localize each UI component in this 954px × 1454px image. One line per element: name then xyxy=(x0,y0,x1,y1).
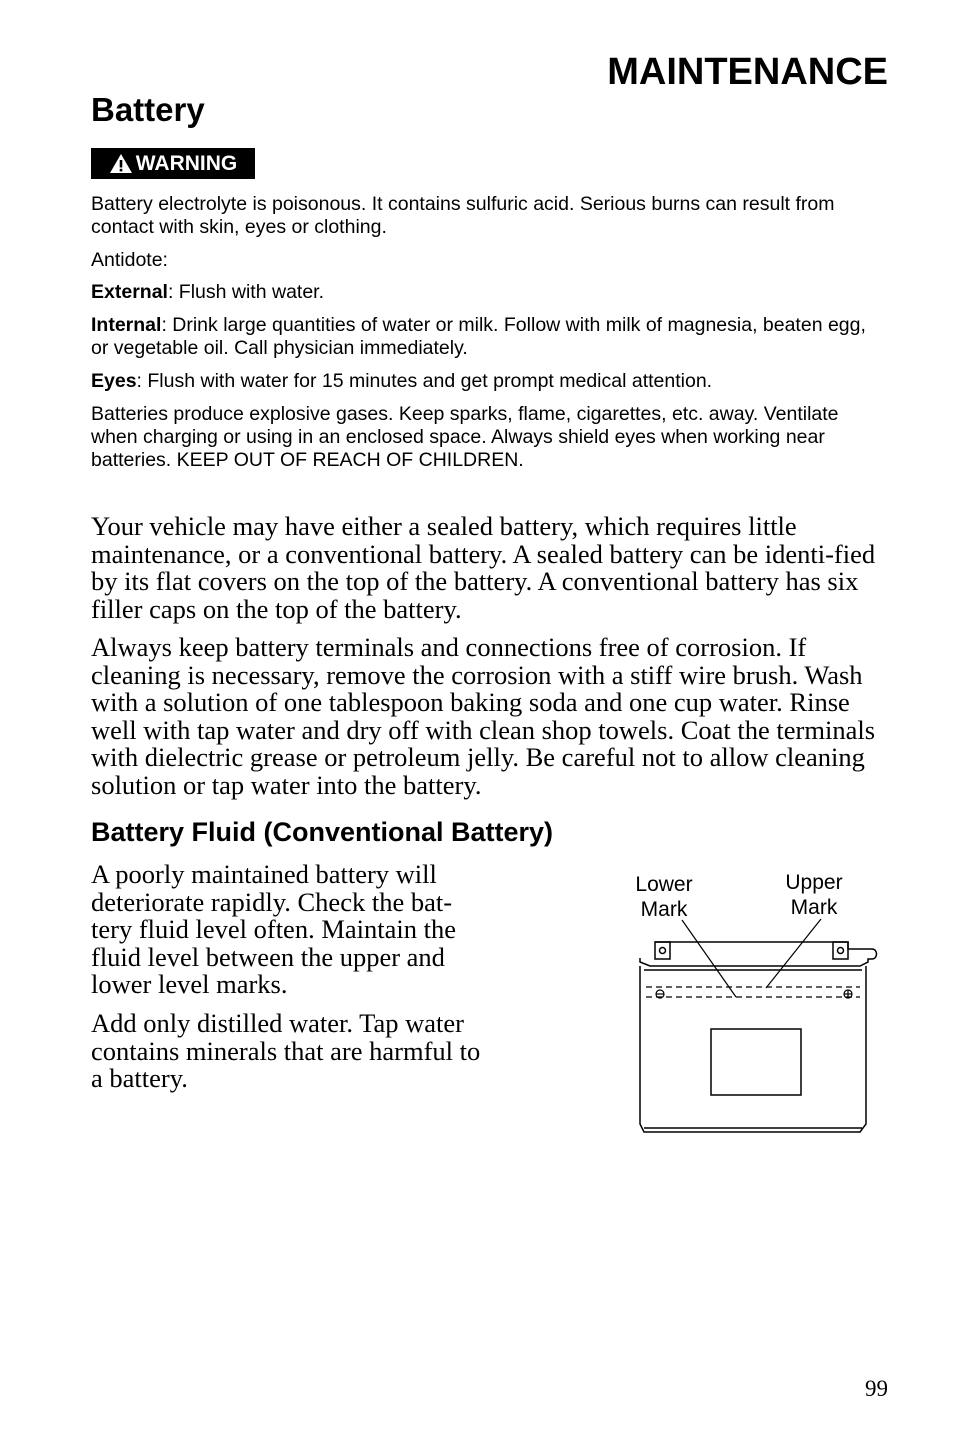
external-text: : Flush with water. xyxy=(167,281,325,303)
terminal-cleaning-paragraph: Always keep battery terminals and connections free of corrosion. If cleaning is necessary, remove the corrosion with a stiff wire brush. Wash with a solution of one tablespoon baking soda and one cup water. Rinse well with tap water and dry off with clean shop towels. Coat the terminals with dielectric grease or petroleum jelly. Be careful not to allow cleaning solution or tap water into the battery. xyxy=(91,632,876,800)
lower-mark-label-line2: Mark xyxy=(640,898,688,921)
eyes-term: Eyes xyxy=(91,370,137,392)
antidote-internal xyxy=(91,314,881,360)
fluid-level-marks xyxy=(646,987,860,997)
internal-term: Internal xyxy=(91,314,162,336)
antidote-label: Antidote: xyxy=(91,249,168,271)
lower-mark-leader xyxy=(682,920,736,997)
internal-text: : Drink large quantities of water or milk. Follow with milk of magnesia, beaten egg, or vegetable oil. Call physician immediately. xyxy=(91,314,866,359)
page-title: Battery xyxy=(91,91,205,128)
section-title: MAINTENANCE xyxy=(607,51,888,93)
terminal-symbols xyxy=(656,990,852,998)
warning-label: WARNING xyxy=(135,151,238,175)
external-term: External xyxy=(91,281,168,303)
antidote-eyes xyxy=(91,370,881,393)
antidote-external xyxy=(91,281,881,304)
explosive-gases-warning: Batteries produce explosive gases. Keep sparks, flame, cigarettes, etc. away. Ventilate when charging or using in an enclosed space. Always shield eyes when working near batteries. KEEP OUT OF REACH OF CHILDREN. xyxy=(91,403,839,471)
warning-triangle-icon xyxy=(109,153,133,174)
upper-mark-label-line1: Upper xyxy=(785,871,843,894)
upper-mark-label-line2: Mark xyxy=(790,896,838,919)
warning-paragraph: Battery electrolyte is poisonous. It contains sulfuric acid. Serious burns can result from contact with skin, eyes or clothing. xyxy=(91,193,835,238)
lower-mark-label-line1: Lower xyxy=(635,873,693,896)
battery-types-paragraph: Your vehicle may have either a sealed battery, which requires little maintenance, or a conventional battery. A sealed battery can be identi-fied by its flat covers on the top of the battery. A conventional battery has six filler caps on the top of the battery. xyxy=(91,511,876,624)
upper-mark-leader xyxy=(766,919,821,988)
battery-fluid-diagram xyxy=(620,866,890,1141)
page-number: 99 xyxy=(865,1376,888,1401)
warning-badge xyxy=(91,148,255,179)
fluid-level-paragraph: A poorly maintained battery will deteriorate rapidly. Check the bat-tery fluid level often. Maintain the fluid level between the upper and lower level marks. xyxy=(91,859,456,999)
battery-fluid-heading: Battery Fluid (Conventional Battery) xyxy=(91,817,554,847)
eyes-text: : Flush with water for 15 minutes and get prompt medical attention. xyxy=(136,370,713,392)
distilled-water-paragraph: Add only distilled water. Tap water contains minerals that are harmful to a battery. xyxy=(91,1008,481,1093)
battery-outline xyxy=(640,942,877,1132)
